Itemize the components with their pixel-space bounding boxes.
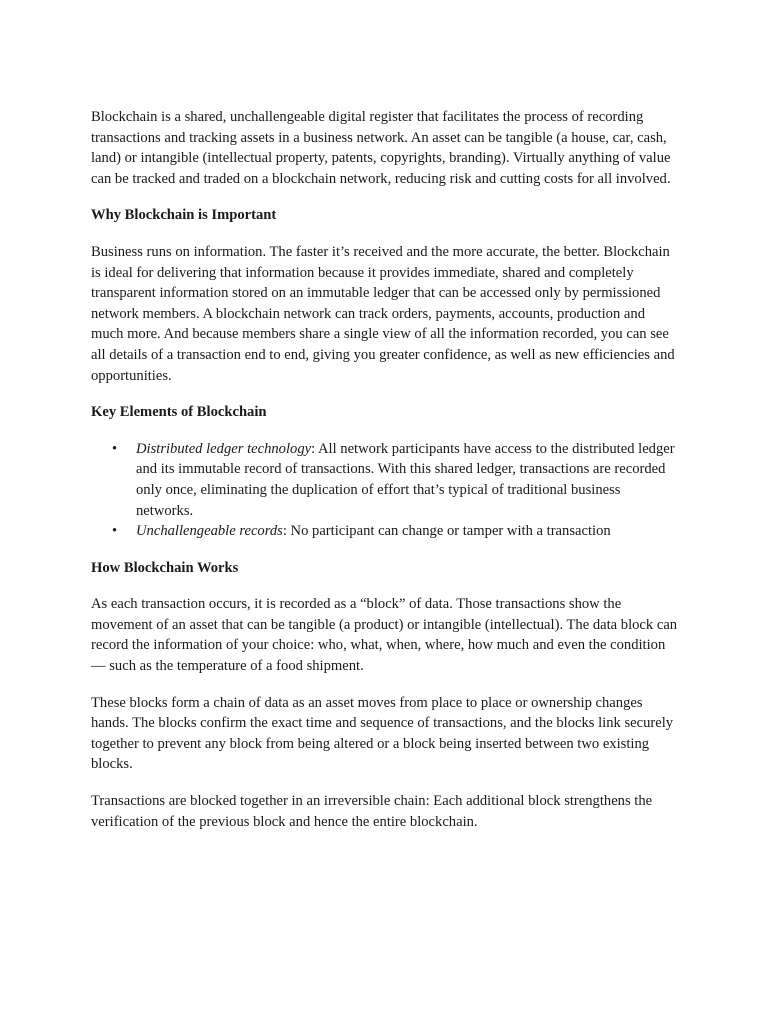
list-item-text: : All network participants have access to the distributed ledger and its immutable record of transactions. With this shared ledger, transactions are recorded only once, eliminating the duplication of effort that’s typical of traditional business networks. — [136, 440, 675, 519]
how-paragraph: As each transaction occurs, it is recorded as a “block” of data. Those transactions show the movement of an asset that can be tangible (a product) or intangible (intellectual). The data block can record the information of your choice: who, what, when, where, how much and even the condition — such as the temperature of a food shipment. — [91, 596, 678, 675]
list-item-term: Unchallengeable records — [136, 523, 283, 540]
list-item — [91, 439, 681, 521]
list-item-text: : No participant can change or tamper with a transaction — [282, 523, 611, 540]
bullet-icon: • — [112, 523, 118, 540]
how-heading: How Blockchain Works — [91, 559, 239, 576]
how-paragraph: These blocks form a chain of data as an asset moves from place to place or ownership changes hands. The blocks confirm the exact time and sequence of transactions, and the blocks link securely together to prevent any block from being altered or a block being inserted between two existing blocks. — [91, 694, 674, 773]
intro-paragraph: Blockchain is a shared, unchallengeable digital register that facilitates the process of recording transactions and tracking assets in a business network. An asset can be tangible (a house, car, cash, land) or intangible (intellectual property, patents, copyrights, branding). Virtually anything of value can be tracked and traded on a blockchain network, reducing risk and cutting costs for all involved. — [91, 109, 671, 187]
how-paragraph: Transactions are blocked together in an irreversible chain: Each additional block strengthens the verification of the previous block and hence the entire blockchain. — [91, 793, 653, 830]
why-paragraph: Business runs on information. The faster it’s received and the more accurate, the better. Blockchain is ideal for delivering that information because it provides immediate, shared and completely transparent information stored on an immutable ledger that can be accessed only by permissioned network members. A blockchain network can track orders, payments, accounts, production and much more. And because members share a single view of all the information recorded, you can see all details of a transaction end to end, giving you greater confidence, as well as new efficiencies and opportunities. — [91, 243, 675, 384]
document-page — [91, 107, 681, 848]
why-heading: Why Blockchain is Important — [91, 207, 277, 224]
key-elements-heading: Key Elements of Blockchain — [91, 404, 267, 421]
list-item — [91, 521, 681, 542]
list-item-term: Distributed ledger technology — [136, 440, 312, 457]
key-elements-list — [91, 439, 681, 542]
bullet-icon: • — [112, 440, 118, 457]
